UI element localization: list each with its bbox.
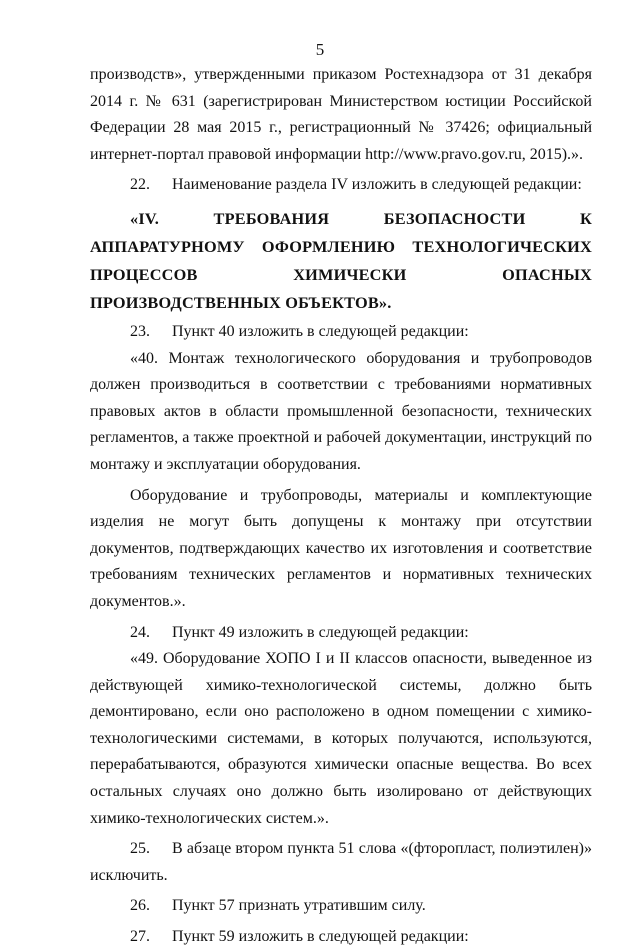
item-26 xyxy=(90,893,592,920)
item-27 xyxy=(90,924,592,951)
paragraph-intro: производств», утвержденными приказом Ростехнадзора от 31 декабря 2014 г. № 631 (зарегистрирован Министерством юстиции Российской Федерации 28 мая 2015 г., регистрационный № 37426; официальный интернет-портал правовой информации http://www.pravo.gov.ru, 2015).». xyxy=(90,66,592,163)
item-25-text: В абзаце втором пункта 51 слова «(фторопласт, полиэтилен)» исключить. xyxy=(90,840,592,884)
item-23-text: Пункт 40 изложить в следующей редакции: xyxy=(172,322,469,340)
paragraph-49: «49. Оборудование ХОПО I и II классов опасности, выведенное из действующей химико-технологической системы, должно быть демонтировано, если оно расположено в одном помещении с химико-технологическими системами, в которых получаются, используются, перерабатываются, образуются химически опасные вещества. Во всех остальных случаях оно должно быть изолировано от действующих химико-технологических систем.». xyxy=(90,650,592,827)
section-heading: «IV. ТРЕБОВАНИЯ БЕЗОПАСНОСТИ К АППАРАТУРНОМУ ОФОРМЛЕНИЮ ТЕХНОЛОГИЧЕСКИХ ПРОЦЕССОВ ХИМИЧЕСКИ ОПАСНЫХ ПРОИЗВОДСТВЕННЫХ ОБЪЕКТОВ». xyxy=(90,208,592,312)
paragraph-40-a: «40. Монтаж технологического оборудования и трубопроводов должен производиться в соответствии с требованиями нормативных правовых актов в области промышленной безопасности, технических регламентов, а также проектной и рабочей документации, инструкций по монтажу и эксплуатации оборудования. xyxy=(90,349,592,473)
item-23-number: 23. xyxy=(130,322,150,340)
item-22 xyxy=(90,172,592,199)
item-26-number: 26. xyxy=(130,897,150,915)
item-27-text: Пункт 59 изложить в следующей редакции: xyxy=(172,928,469,946)
item-24-number: 24. xyxy=(130,623,150,641)
item-25-number: 25. xyxy=(130,840,150,858)
paragraph-40-b: Оборудование и трубопроводы, материалы и комплектующие изделия не могут быть допущены к монтажу при отсутствии документов, подтверждающих качество их изготовления и соответствие требованиям технических регламентов и нормативных технических документов.». xyxy=(90,486,592,610)
item-24-text: Пункт 49 изложить в следующей редакции: xyxy=(172,623,469,641)
item-24 xyxy=(90,620,592,647)
item-22-text: Наименование раздела IV изложить в следующей редакции: xyxy=(172,176,582,194)
document-body xyxy=(90,62,592,951)
item-27-number: 27. xyxy=(130,928,150,946)
item-25 xyxy=(90,836,592,889)
page-number: 5 xyxy=(315,40,325,59)
item-23 xyxy=(90,319,592,346)
item-26-text: Пункт 57 признать утратившим силу. xyxy=(172,897,426,915)
item-22-number: 22. xyxy=(130,176,150,194)
